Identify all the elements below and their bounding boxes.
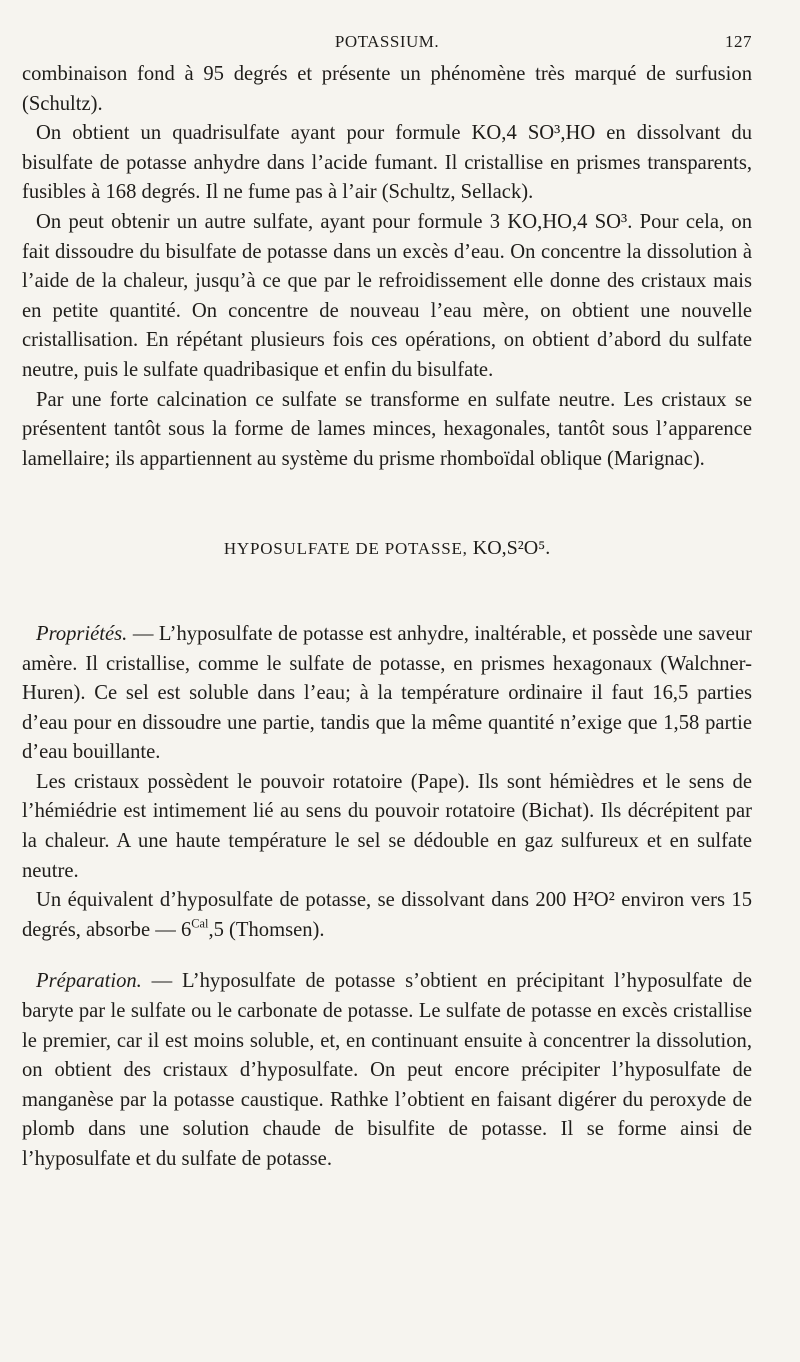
calorie-superscript: Cal [191,916,209,931]
body-paragraph: combinaison fond à 95 degrés et présente un phénomène très marqué de surfusion (Schultz). [22,63,752,115]
preparation-text: — L’hyposulfate de potasse s’obtient en précipitant l’hyposulfate de baryte par le sulfate ou le carbonate de potasse. Le sulfate de potasse en excès cristallise le premier, car il est moins soluble, et, en continuant ensuite à concentrer la dissolution, on obtient des cristaux d’hyposulfate. On peut encore précipiter l’hyposulfate de manganèse par la potasse caustique. Rathke l’obtient en faisant digérer du peroxyde de plomb dans une solution chaude de bisulfite de potasse. Il se forme ainsi de l’hyposulfate et du sulfate de potasse. [22,970,752,1170]
running-head-title: POTASSIUM. [334,32,440,51]
body-paragraph: On peut obtenir un autre sulfate, ayant pour formule 3 KO,HO,4 SO³. Pour cela, on fait dissoudre du bisulfate de potasse dans un excès d’eau. On concentre la dissolution à l’aide de la chaleur, jusqu’à ce que par le refroidissement elle donne des cristaux mais en petite quantité. On concentre de nouveau l’eau mère, on obtient une nouvelle cristallisation. En répétant plusieurs fois ces opérations, on obtient d’abord du sulfate neutre, puis le sulfate quadribasique et enfin du bisulfate. [22,210,752,381]
thomsen-text-after: ,5 (Thomsen). [208,918,325,941]
body-text [22,60,752,1175]
body-paragraph: Par une forte calcination ce sulfate se transforme en sulfate neutre. Les cristaux se présentent tantôt sous la forme de lames minces, hexagonales, tantôt sous l’apparence lamellaire; ils appartiennent au système du prisme rhomboïdal oblique (Marignac). [22,388,752,470]
preparation-paragraph [22,967,752,1174]
top-paragraphs [22,60,752,474]
proprietes-paragraph [22,620,752,768]
thomsen-text-before: Un équivalent d’hyposulfate de potasse, se dissolvant dans 200 H²O² environ vers 15 degrés, absorbe — 6 [22,889,752,941]
running-head [22,30,752,54]
section-heading-formula: KO,S²O⁵. [472,537,551,560]
section-heading [22,534,752,564]
proprietes-heading: Propriétés. [36,622,128,645]
paragraph-crystals: Les cristaux possèdent le pouvoir rotatoire (Pape). Ils sont hémièdres et le sens de l’hémiédrie est intimement lié au sens du pouvoir rotatoire (Bichat). Ils décrépitent par la chaleur. A une haute température le sel se dédouble en gaz sulfureux et en sulfate neutre. [22,770,752,882]
preparation-heading: Préparation. [36,970,142,993]
paragraph-gap [22,945,752,967]
section-heading-title: HYPOSULFATE DE POTASSE, [223,539,468,559]
paragraph-thomsen [22,886,752,945]
body-paragraph: On obtient un quadrisulfate ayant pour formule KO,4 SO³,HO en dissolvant du bisulfate de potasse anhydre dans l’acide fumant. Il cristallise en prismes transparents, fusibles à 168 degrés. Il ne fume pas à l’air (Schultz, Sellack). [22,122,752,204]
page-number: 127 [725,32,752,51]
proprietes-text: — L’hyposulfate de potasse est anhydre, inaltérable, et possède une saveur amère. Il cristallise, comme le sulfate de potasse, en prismes hexagonaux (Walchner-Huren). Ce sel est soluble dans l’eau; à la température ordinaire il faut 16,5 parties d’eau pour en dissoudre une partie, tandis que la même quantité n’exige que 1,58 partie d’eau bouillante. [22,622,752,764]
